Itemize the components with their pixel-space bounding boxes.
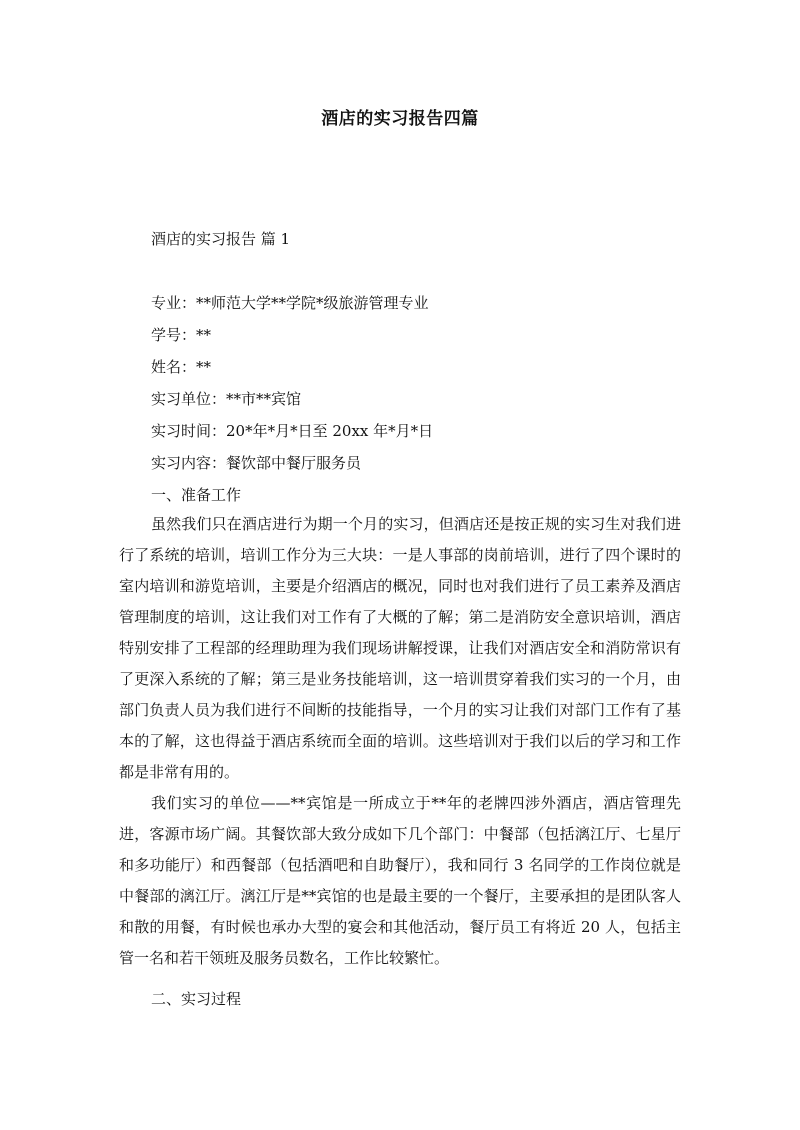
section-heading-preparation: 一、准备工作 (151, 486, 242, 504)
paragraph-training: 虽然我们只在酒店进行为期一个月的实习，但酒店还是按正规的实习生对我们进行了系统的培训，培训工作分为三大块：一是人事部的岗前培训，进行了四个课时的室内培训和游览培训，主要是介绍酒店的概况，同时也对我们进行了员工素养及酒店管理制度的培训，这让我们对工作有了大概的了解；第二是消防安全意识培训，酒店特别安排了工程部的经理助理为我们现场讲解授课，让我们对酒店安全和消防常识有了更深入系统的了解；第三是业务技能培训，这一培训贯穿着我们实习的一个月，由部门负责人员为我们进行不间断的技能指导，一个月的实习让我们对部门工作有了基本的了解，这也得益于酒店系统而全面的培训。这些培训对于我们以后的学习和工作都是非常有用的。 (119, 515, 681, 781)
report-subtitle: 酒店的实习报告 篇 1 (151, 230, 291, 248)
info-unit: 实习单位：**市**宾馆 (151, 390, 302, 408)
document-title: 酒店的实习报告四篇 (321, 109, 479, 129)
section-heading-process: 二、实习过程 (151, 990, 242, 1008)
info-time: 实习时间：20*年*月*日至 20xx 年*月*日 (151, 422, 434, 440)
info-content: 实习内容：餐饮部中餐厅服务员 (151, 454, 362, 472)
info-student-id: 学号：** (151, 326, 212, 344)
info-name: 姓名：** (151, 358, 212, 376)
paragraph-internship-unit: 我们实习的单位——**宾馆是一所成立于**年的老牌四涉外酒店，酒店管理先进，客源市场广阔。其餐饮部大致分成如下几个部门：中餐部（包括漓江厅、七星厅和多功能厅）和西餐部（包括酒吧和自助餐厅），我和同行 3 名同学的工作岗位就是中餐部的漓江厅。漓江厅是**宾馆的也是最主要的一个餐厅，主要承担的是团队客人和散的用餐，有时候也承办大型的宴会和其他活动，餐厅员工有将近 20 人，包括主管一名和若干领班及服务员数名，工作比较繁忙。 (119, 794, 681, 967)
info-major: 专业：**师范大学**学院*级旅游管理专业 (151, 294, 429, 312)
